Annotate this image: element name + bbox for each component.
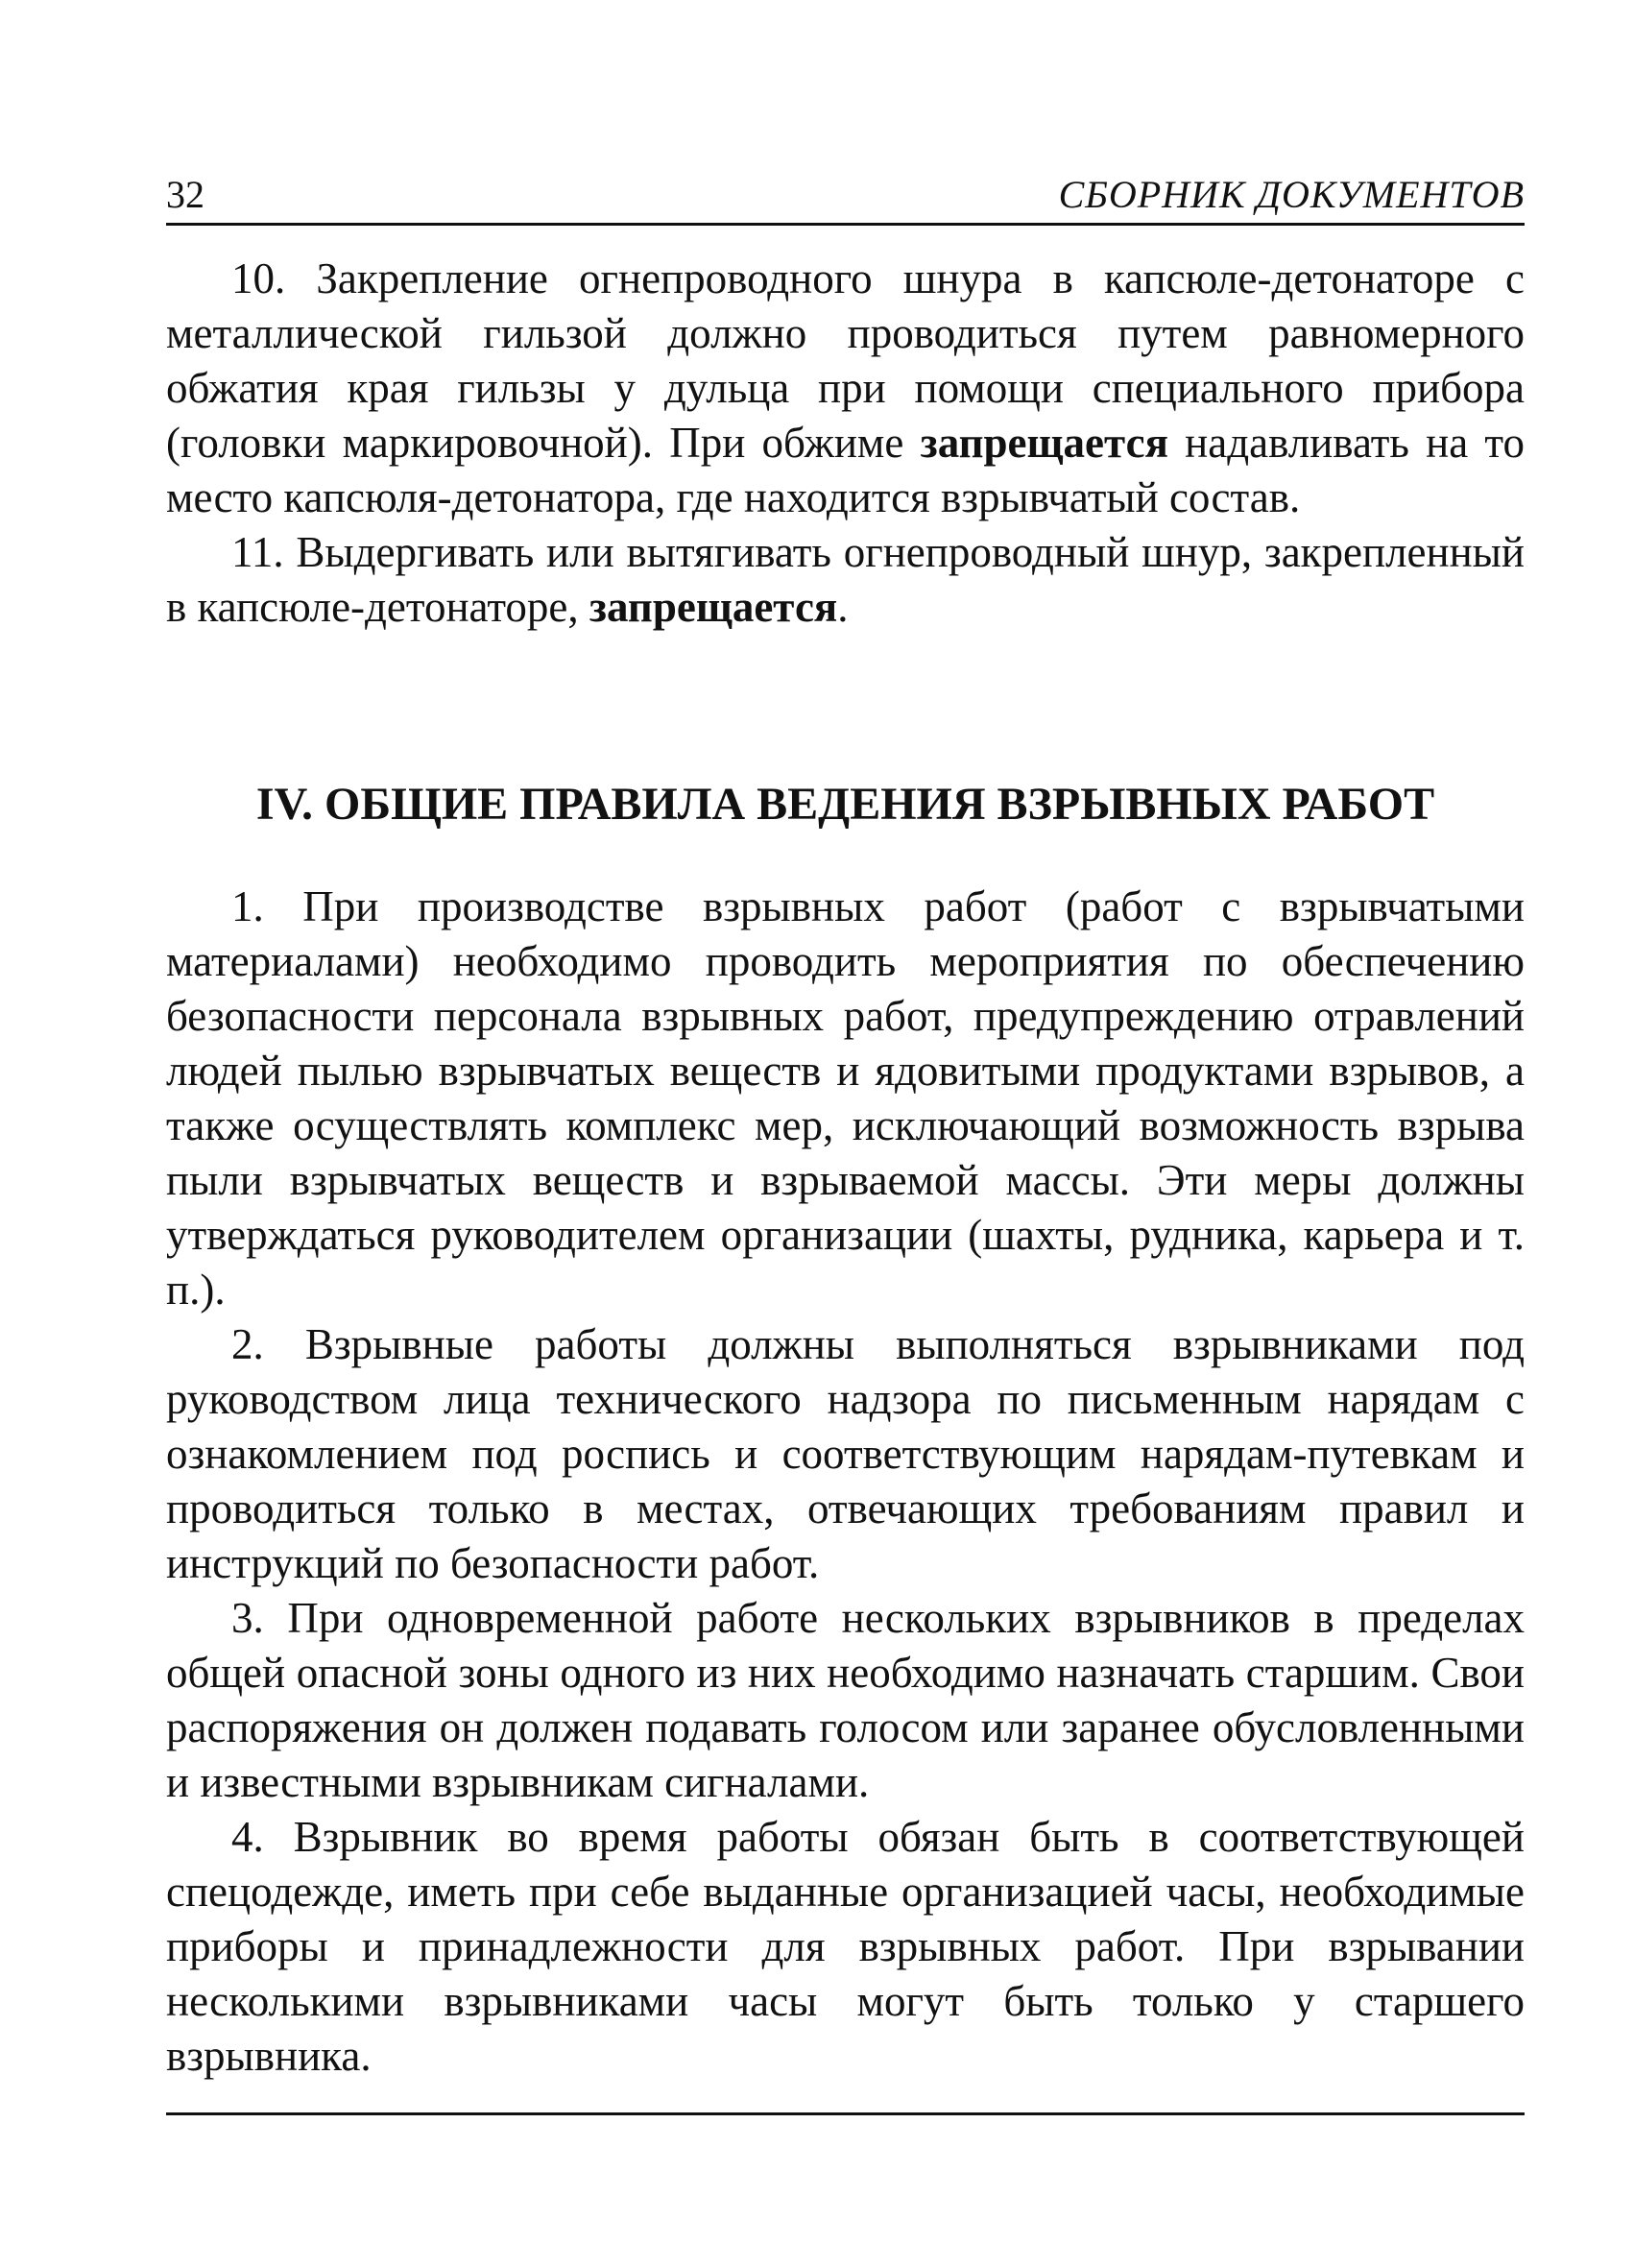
paragraph-item-10 <box>166 252 1525 525</box>
continued-items <box>166 252 1525 635</box>
emphasis-bold: запрещается <box>920 419 1168 467</box>
paragraph-item-2: 2. Взрывные работы должны выполняться взрывниками под руководством лица технического надзора по письменным нарядам с ознакомлением под роспись и соответствующим нарядам-путевкам и проводиться только в местах, отвечающих требованиям правил и инструкций по безопасности работ. <box>166 1320 1525 1587</box>
emphasis-bold: запрещается <box>589 583 838 631</box>
paragraph-item-11 <box>166 525 1525 635</box>
page-header <box>166 173 1525 226</box>
paragraph-text: надавливать на то место капсюля-детонатора, где находится взрывчатый состав. <box>166 419 1525 521</box>
paragraph-text: 10. Закрепление огнепроводного шнура в капсюле-детонаторе с металлической гильзой должно проводиться путем равномерного обжатия края гильзы у дульца при помощи специального прибора (головки маркировочной). При обжиме <box>166 254 1525 467</box>
paragraph-item-1: 1. При производстве взрывных работ (работ с взрывчатыми материалами) необходимо проводить мероприятия по обеспечению безопасности персонала взрывных работ, предупреждению отравлений людей пылью взрывчатых веществ и ядовитыми продуктами взрывов, а также осуществлять комплекс мер, исключающий возможность взрыва пыли взрывчатых веществ и взрываемой массы. Эти меры должны утверждаться руководителем организации (шахты, рудника, карьера и т. п.). <box>166 882 1525 1314</box>
section-heading: IV. ОБЩИЕ ПРАВИЛА ВЕДЕНИЯ ВЗРЫВНЫХ РАБОТ <box>255 779 1435 830</box>
section-items <box>166 880 1525 2084</box>
running-title: СБОРНИК ДОКУМЕНТОВ <box>1058 173 1525 216</box>
paragraph-text: . <box>837 583 849 631</box>
footer-divider <box>166 2112 1525 2115</box>
paragraph-item-3: 3. При одновременной работе нескольких взрывников в пределах общей опасной зоны одного из них необходимо назначать старшим. Свои распоряжения он должен подавать голосом или заранее обусловленными и известными взрывникам сигналами. <box>166 1594 1525 1806</box>
paragraph-item-4: 4. Взрывник во время работы обязан быть в соответствующей спецодежде, иметь при себе выданные организацией часы, необходимые приборы и принадлежности для взрывных работ. При взрывании несколькими взрывниками часы могут быть только у старшего взрывника. <box>166 1813 1525 2080</box>
page-number: 32 <box>166 173 204 216</box>
paragraph-text: 11. Выдергивать или вытягивать огнепроводный шнур, закрепленный в капсюле-детонаторе, <box>166 528 1525 631</box>
